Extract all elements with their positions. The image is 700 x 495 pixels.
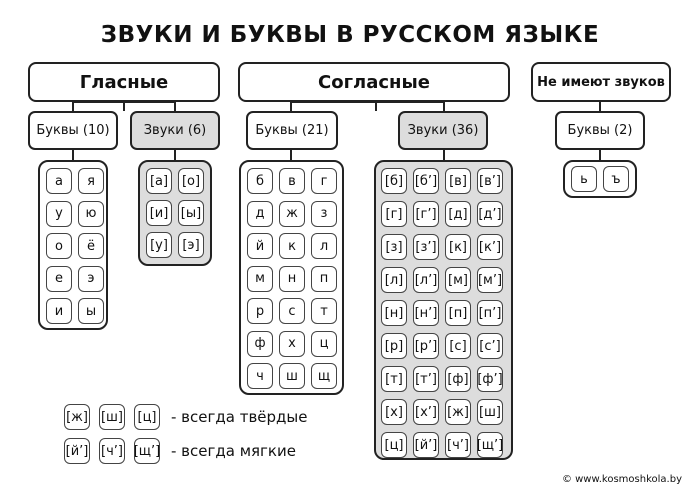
letter-cell: г: [311, 168, 337, 194]
letter-cell: [ф]: [445, 366, 471, 392]
letter-cell: а: [46, 168, 72, 194]
letter-cell: ш: [279, 363, 305, 389]
cons-letters-box: [246, 111, 338, 150]
letter-cell: [р]: [381, 333, 407, 359]
letter-cell: [с’]: [477, 333, 503, 359]
vowel-sounds-label: Звуки (6): [143, 123, 207, 138]
letter-cell: э: [78, 266, 104, 292]
letter-cell: [ж]: [445, 399, 471, 425]
letter-cell: [д’]: [477, 201, 503, 227]
letter-cell: [п’]: [477, 300, 503, 326]
letter-cell: х: [279, 331, 305, 357]
letter-cell: [н]: [381, 300, 407, 326]
consonants-header: [238, 62, 510, 102]
letter-cell: [б]: [381, 168, 407, 194]
letter-cell: ф: [247, 331, 273, 357]
letter-cell: [т’]: [413, 366, 439, 392]
no-sound-header-label: Не имеют звуков: [537, 74, 665, 90]
letter-cell: [б’]: [413, 168, 439, 194]
letter-cell: [м’]: [477, 267, 503, 293]
letter-cell: [з’]: [413, 234, 439, 260]
letter-cell: й: [247, 233, 273, 259]
consonants-header-label: Согласные: [318, 71, 430, 93]
letter-cell: [в]: [445, 168, 471, 194]
letter-cell: е: [46, 266, 72, 292]
letter-cell: м: [247, 266, 273, 292]
letter-cell: ь: [571, 166, 597, 192]
legend-cell: [ц]: [134, 404, 160, 430]
letter-cell: з: [311, 201, 337, 227]
letter-cell: и: [46, 298, 72, 324]
cons-letters-label: Буквы (21): [255, 123, 329, 138]
letter-cell: ё: [78, 233, 104, 259]
legend-cell: [ж]: [64, 404, 90, 430]
legend-cell: [ч’]: [99, 438, 125, 464]
legend-cell: [ш]: [99, 404, 125, 430]
letter-cell: ц: [311, 331, 337, 357]
letter-cell: [с]: [445, 333, 471, 359]
letter-cell: ю: [78, 201, 104, 227]
vowel-sounds-box: [130, 111, 220, 150]
legend-soft-text: - всегда мягкие: [171, 442, 296, 460]
letter-cell: р: [247, 298, 273, 324]
vowel-letters-label: Буквы (10): [36, 123, 110, 138]
legend-soft: [64, 438, 296, 464]
letter-cell: [й’]: [413, 432, 439, 458]
letter-cell: [ц]: [381, 432, 407, 458]
letter-cell: я: [78, 168, 104, 194]
letter-cell: д: [247, 201, 273, 227]
letter-cell: [к]: [445, 234, 471, 260]
letter-cell: [т]: [381, 366, 407, 392]
cons-letters-panel: [239, 160, 344, 395]
letter-cell: л: [311, 233, 337, 259]
letter-cell: [д]: [445, 201, 471, 227]
vowels-header: [28, 62, 220, 102]
letter-cell: к: [279, 233, 305, 259]
letter-cell: [х]: [381, 399, 407, 425]
letter-cell: [к’]: [477, 234, 503, 260]
cons-sounds-panel: [374, 160, 513, 460]
legend-hard: [64, 404, 307, 430]
letter-cell: [л]: [381, 267, 407, 293]
letter-cell: [ш]: [477, 399, 503, 425]
legend-hard-text: - всегда твёрдые: [171, 408, 308, 426]
letter-cell: ж: [279, 201, 305, 227]
letter-cell: [г]: [381, 201, 407, 227]
cons-sounds-label: Звуки (36): [407, 123, 479, 138]
letter-cell: [п]: [445, 300, 471, 326]
letter-cell: т: [311, 298, 337, 324]
letter-cell: [н’]: [413, 300, 439, 326]
letter-cell: щ: [311, 363, 337, 389]
nosound-letters-box: [555, 111, 645, 150]
letter-cell: [ф’]: [477, 366, 503, 392]
letter-cell: с: [279, 298, 305, 324]
legend-cell: [й’]: [64, 438, 90, 464]
cons-sounds-box: [398, 111, 488, 150]
letter-cell: [о]: [178, 168, 204, 194]
letter-cell: [л’]: [413, 267, 439, 293]
letter-cell: [и]: [146, 200, 172, 226]
letter-cell: ы: [78, 298, 104, 324]
legend-cell: [щ’]: [134, 438, 160, 464]
letter-cell: [э]: [178, 232, 204, 258]
letter-cell: б: [247, 168, 273, 194]
vowels-header-label: Гласные: [79, 71, 169, 93]
letter-cell: н: [279, 266, 305, 292]
letter-cell: [щ’]: [477, 432, 503, 458]
letter-cell: у: [46, 201, 72, 227]
letter-cell: [у]: [146, 232, 172, 258]
letter-cell: [в’]: [477, 168, 503, 194]
letter-cell: [х’]: [413, 399, 439, 425]
letter-cell: о: [46, 233, 72, 259]
letter-cell: п: [311, 266, 337, 292]
letter-cell: [ы]: [178, 200, 204, 226]
nosound-letters-label: Буквы (2): [567, 123, 633, 138]
letter-cell: [а]: [146, 168, 172, 194]
letter-cell: [р’]: [413, 333, 439, 359]
vowel-sounds-panel: [138, 160, 212, 266]
letter-cell: [г’]: [413, 201, 439, 227]
letter-cell: [м]: [445, 267, 471, 293]
letter-cell: [ч’]: [445, 432, 471, 458]
letter-cell: ъ: [603, 166, 629, 192]
nosound-letters-panel: [563, 160, 637, 198]
footer-copyright: © www.kosmoshkola.by: [561, 474, 682, 485]
vowel-letters-panel: [38, 160, 108, 330]
letter-cell: ч: [247, 363, 273, 389]
vowel-letters-box: [28, 111, 118, 150]
letter-cell: в: [279, 168, 305, 194]
letter-cell: [з]: [381, 234, 407, 260]
no-sound-header: [531, 62, 671, 102]
page-title: ЗВУКИ И БУКВЫ В РУССКОМ ЯЗЫКЕ: [100, 22, 600, 48]
